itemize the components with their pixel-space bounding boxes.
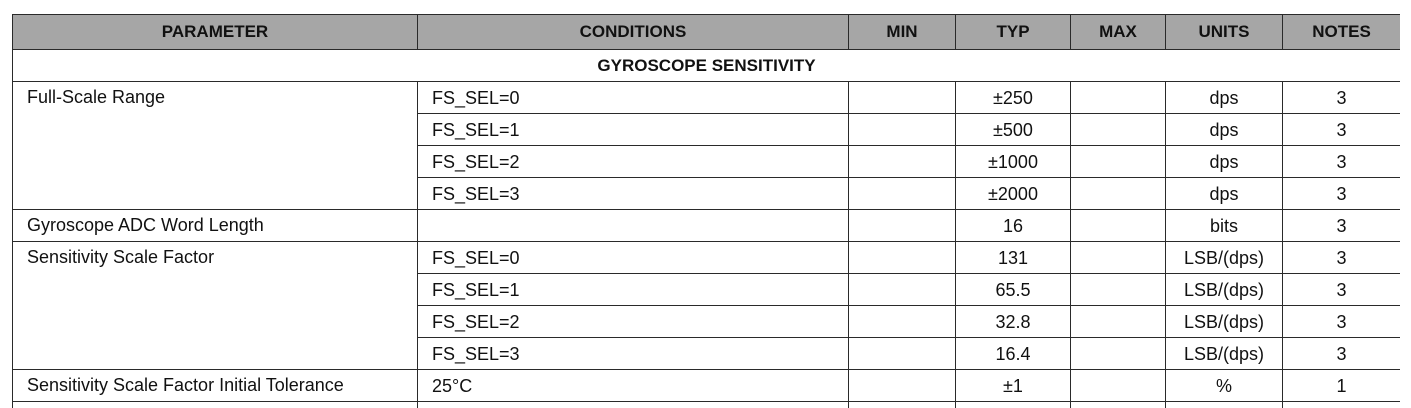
spec-sheet [12, 14, 1400, 408]
gyroscope-spec-table [12, 14, 1400, 408]
units-cell: dps [1166, 178, 1283, 210]
notes-cell [1283, 402, 1401, 408]
notes-cell: 3 [1283, 178, 1401, 210]
section-title: GYROSCOPE SENSITIVITY [13, 50, 1401, 82]
conditions-cell: FS_SEL=0 [418, 82, 849, 114]
max-cell [1071, 274, 1166, 306]
table-row [13, 210, 1401, 242]
table-row [13, 370, 1401, 402]
max-cell [1071, 338, 1166, 370]
max-cell [1071, 242, 1166, 274]
max-cell [1071, 306, 1166, 338]
max-cell [1071, 146, 1166, 178]
notes-cell: 3 [1283, 306, 1401, 338]
max-cell [1071, 178, 1166, 210]
typ-cell: 16.4 [956, 338, 1071, 370]
notes-cell: 3 [1283, 338, 1401, 370]
parameter-cell: Full-Scale Range [13, 82, 418, 210]
conditions-cell: FS_SEL=0 [418, 242, 849, 274]
units-cell: bits [1166, 210, 1283, 242]
units-cell: % [1166, 370, 1283, 402]
parameter-cell: Sensitivity Scale Factor Initial Tolerance [13, 370, 418, 402]
conditions-cell: FS_SEL=3 [418, 178, 849, 210]
conditions-cell [418, 402, 849, 408]
min-cell [849, 370, 956, 402]
min-cell [849, 82, 956, 114]
typ-cell: ±500 [956, 114, 1071, 146]
max-cell [1071, 114, 1166, 146]
min-cell [849, 338, 956, 370]
section-row [13, 50, 1401, 82]
notes-cell: 3 [1283, 146, 1401, 178]
typ-cell: ±250 [956, 82, 1071, 114]
parameter-cell: Sensitivity Scale Factor [13, 242, 418, 370]
units-cell [1166, 402, 1283, 408]
notes-cell: 3 [1283, 114, 1401, 146]
min-cell [849, 242, 956, 274]
header-row [13, 15, 1401, 50]
min-cell [849, 146, 956, 178]
max-cell [1071, 402, 1166, 408]
units-cell: dps [1166, 146, 1283, 178]
header-min: MIN [849, 15, 956, 50]
notes-cell: 3 [1283, 274, 1401, 306]
conditions-cell [418, 210, 849, 242]
header-typ: TYP [956, 15, 1071, 50]
typ-cell: 65.5 [956, 274, 1071, 306]
units-cell: dps [1166, 114, 1283, 146]
notes-cell: 3 [1283, 210, 1401, 242]
parameter-cell [13, 402, 418, 408]
units-cell: LSB/(dps) [1166, 338, 1283, 370]
conditions-cell: FS_SEL=1 [418, 274, 849, 306]
conditions-cell: FS_SEL=3 [418, 338, 849, 370]
typ-cell: ±2000 [956, 178, 1071, 210]
notes-cell: 1 [1283, 370, 1401, 402]
min-cell [849, 402, 956, 408]
max-cell [1071, 82, 1166, 114]
typ-cell: ±1000 [956, 146, 1071, 178]
conditions-cell: FS_SEL=2 [418, 306, 849, 338]
units-cell: LSB/(dps) [1166, 242, 1283, 274]
min-cell [849, 306, 956, 338]
notes-cell: 3 [1283, 242, 1401, 274]
parameter-cell: Gyroscope ADC Word Length [13, 210, 418, 242]
table-row-partial [13, 402, 1401, 408]
table-row [13, 242, 1401, 274]
typ-cell: ±1 [956, 370, 1071, 402]
typ-cell: 131 [956, 242, 1071, 274]
table-row [13, 82, 1401, 114]
conditions-cell: FS_SEL=2 [418, 146, 849, 178]
notes-cell: 3 [1283, 82, 1401, 114]
conditions-cell: FS_SEL=1 [418, 114, 849, 146]
header-units: UNITS [1166, 15, 1283, 50]
max-cell [1071, 370, 1166, 402]
header-notes: NOTES [1283, 15, 1401, 50]
max-cell [1071, 210, 1166, 242]
min-cell [849, 178, 956, 210]
units-cell: LSB/(dps) [1166, 274, 1283, 306]
min-cell [849, 274, 956, 306]
min-cell [849, 210, 956, 242]
typ-cell: 32.8 [956, 306, 1071, 338]
typ-cell: 16 [956, 210, 1071, 242]
header-max: MAX [1071, 15, 1166, 50]
units-cell: LSB/(dps) [1166, 306, 1283, 338]
conditions-cell: 25°C [418, 370, 849, 402]
min-cell [849, 114, 956, 146]
header-parameter: PARAMETER [13, 15, 418, 50]
header-conditions: CONDITIONS [418, 15, 849, 50]
units-cell: dps [1166, 82, 1283, 114]
typ-cell [956, 402, 1071, 408]
